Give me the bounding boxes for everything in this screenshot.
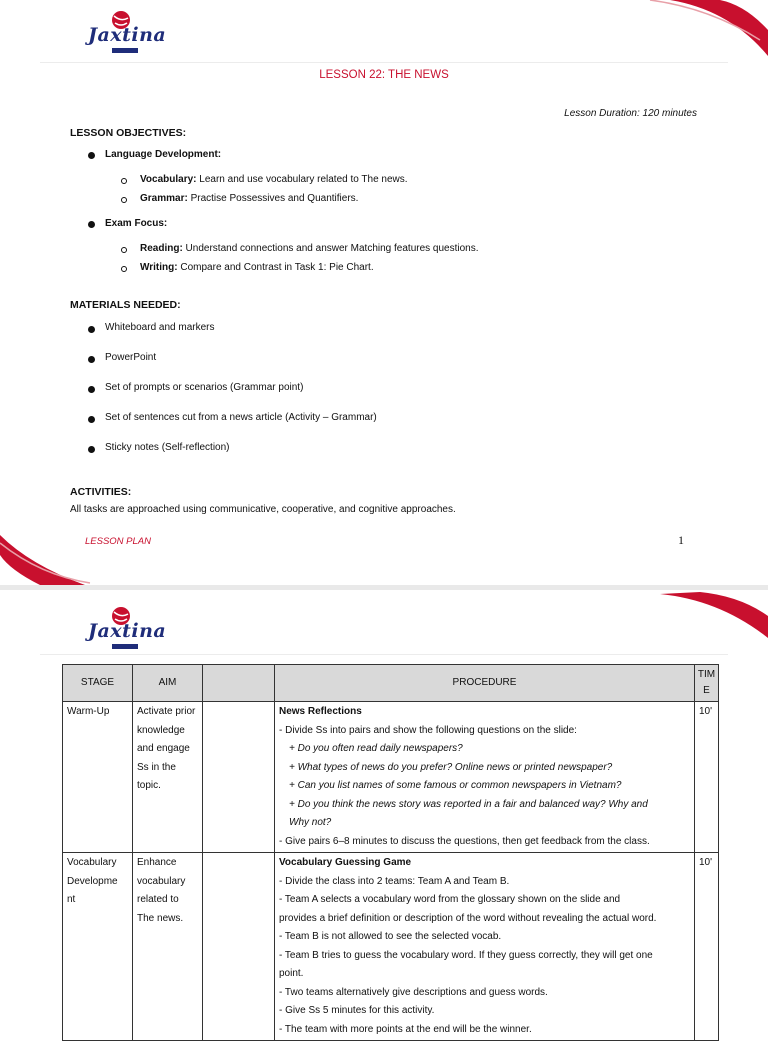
header-stage: STAGE <box>63 665 133 702</box>
footer-label: LESSON PLAN <box>85 536 151 547</box>
procedure-cell: News Reflections - Divide Ss into pairs and show the following questions on the slide: + Do you often read daily newspapers? + What types of news do you prefer? Online news or printed newspaper? + Can you list names of some famous or common newspapers in Vietnam? + Do you think the news story was reported in a fair and balanced way? Why and Why not? - Give pairs 6–8 minutes to discuss the questions, then get feedback from the class. <box>275 702 695 853</box>
grammar-objective: Grammar: Practise Possessives and Quantifiers. <box>140 193 359 204</box>
sub-bullet-icon <box>121 178 127 184</box>
brand-logo <box>88 606 167 648</box>
material-item: Set of prompts or scenarios (Grammar point) <box>105 382 304 393</box>
header-divider <box>40 62 728 63</box>
activities-text: All tasks are approached using communicative, cooperative, and cognitive approaches. <box>70 504 456 515</box>
reading-objective: Reading: Understand connections and answer Matching features questions. <box>140 243 479 254</box>
bullet-icon <box>88 221 95 228</box>
bullet-icon <box>88 356 95 363</box>
blank-cell <box>203 853 275 1041</box>
bullet-icon <box>88 416 95 423</box>
material-item: Whiteboard and markers <box>105 322 215 333</box>
bullet-icon <box>88 446 95 453</box>
lesson-duration: Lesson Duration: 120 minutes <box>564 108 697 119</box>
blank-cell <box>203 702 275 853</box>
procedure-cell: Vocabulary Guessing Game - Divide the class into 2 teams: Team A and Team B. - Team A selects a vocabulary word from the glossary shown on the slide and provides a brief definition or description of the word without revealing the actual word. - Team B is not allowed to see the selected vocab. - Team B tries to guess the vocabulary word. If they guess correctly, they will get one point. - Two teams alternatively give descriptions and guess words. - Give Ss 5 minutes for this activity. - The team with more points at the end will be the winner. <box>275 853 695 1041</box>
bullet-icon <box>88 326 95 333</box>
logo-wordmark: Jaxtina <box>88 620 167 642</box>
materials-heading: MATERIALS NEEDED: <box>70 299 181 311</box>
lesson-title: LESSON 22: THE NEWS <box>319 69 449 81</box>
bullet-icon <box>88 386 95 393</box>
header-blank <box>203 665 275 702</box>
aim-cell: Activate prior knowledge and engage Ss in the topic. <box>133 702 203 853</box>
corner-swoosh-top-right <box>660 592 768 640</box>
objectives-heading: LESSON OBJECTIVES: <box>70 127 187 139</box>
procedure-title: News Reflections <box>279 706 362 717</box>
document-page-2 <box>0 590 768 1035</box>
corner-swoosh-top-right <box>650 0 768 60</box>
activities-heading: ACTIVITIES: <box>70 486 132 498</box>
time-cell: 10' <box>695 702 719 853</box>
brand-logo <box>88 10 167 52</box>
logo-tag <box>112 48 138 53</box>
stage-cell: Warm-Up <box>63 702 133 853</box>
header-aim: AIM <box>133 665 203 702</box>
sub-bullet-icon <box>121 247 127 253</box>
language-development-label: Language Development: <box>105 149 222 160</box>
logo-tag <box>112 644 138 649</box>
header-time: TIM E <box>695 665 719 702</box>
table-row <box>63 853 719 1041</box>
time-cell: 10' <box>695 853 719 1041</box>
logo-wordmark: Jaxtina <box>88 24 167 46</box>
vocabulary-objective: Vocabulary: Learn and use vocabulary related to The news. <box>140 174 408 185</box>
writing-objective: Writing: Compare and Contrast in Task 1: Pie Chart. <box>140 262 374 273</box>
material-item: Sticky notes (Self-reflection) <box>105 442 230 453</box>
sub-bullet-icon <box>121 266 127 272</box>
material-item: PowerPoint <box>105 352 157 363</box>
corner-swoosh-bottom-left <box>0 535 90 585</box>
stage-cell: Vocabulary Developme nt <box>63 853 133 1041</box>
material-item: Set of sentences cut from a news article (Activity – Grammar) <box>105 412 377 423</box>
header-divider <box>40 654 728 655</box>
procedure-table <box>62 664 719 1041</box>
sub-bullet-icon <box>121 197 127 203</box>
aim-cell: Enhance vocabulary related to The news. <box>133 853 203 1041</box>
table-header-row <box>63 665 719 702</box>
bullet-icon <box>88 152 95 159</box>
table-row <box>63 702 719 853</box>
page-number: 1 <box>678 533 684 547</box>
header-procedure: PROCEDURE <box>275 665 695 702</box>
procedure-title: Vocabulary Guessing Game <box>279 857 412 868</box>
exam-focus-label: Exam Focus: <box>105 218 168 229</box>
